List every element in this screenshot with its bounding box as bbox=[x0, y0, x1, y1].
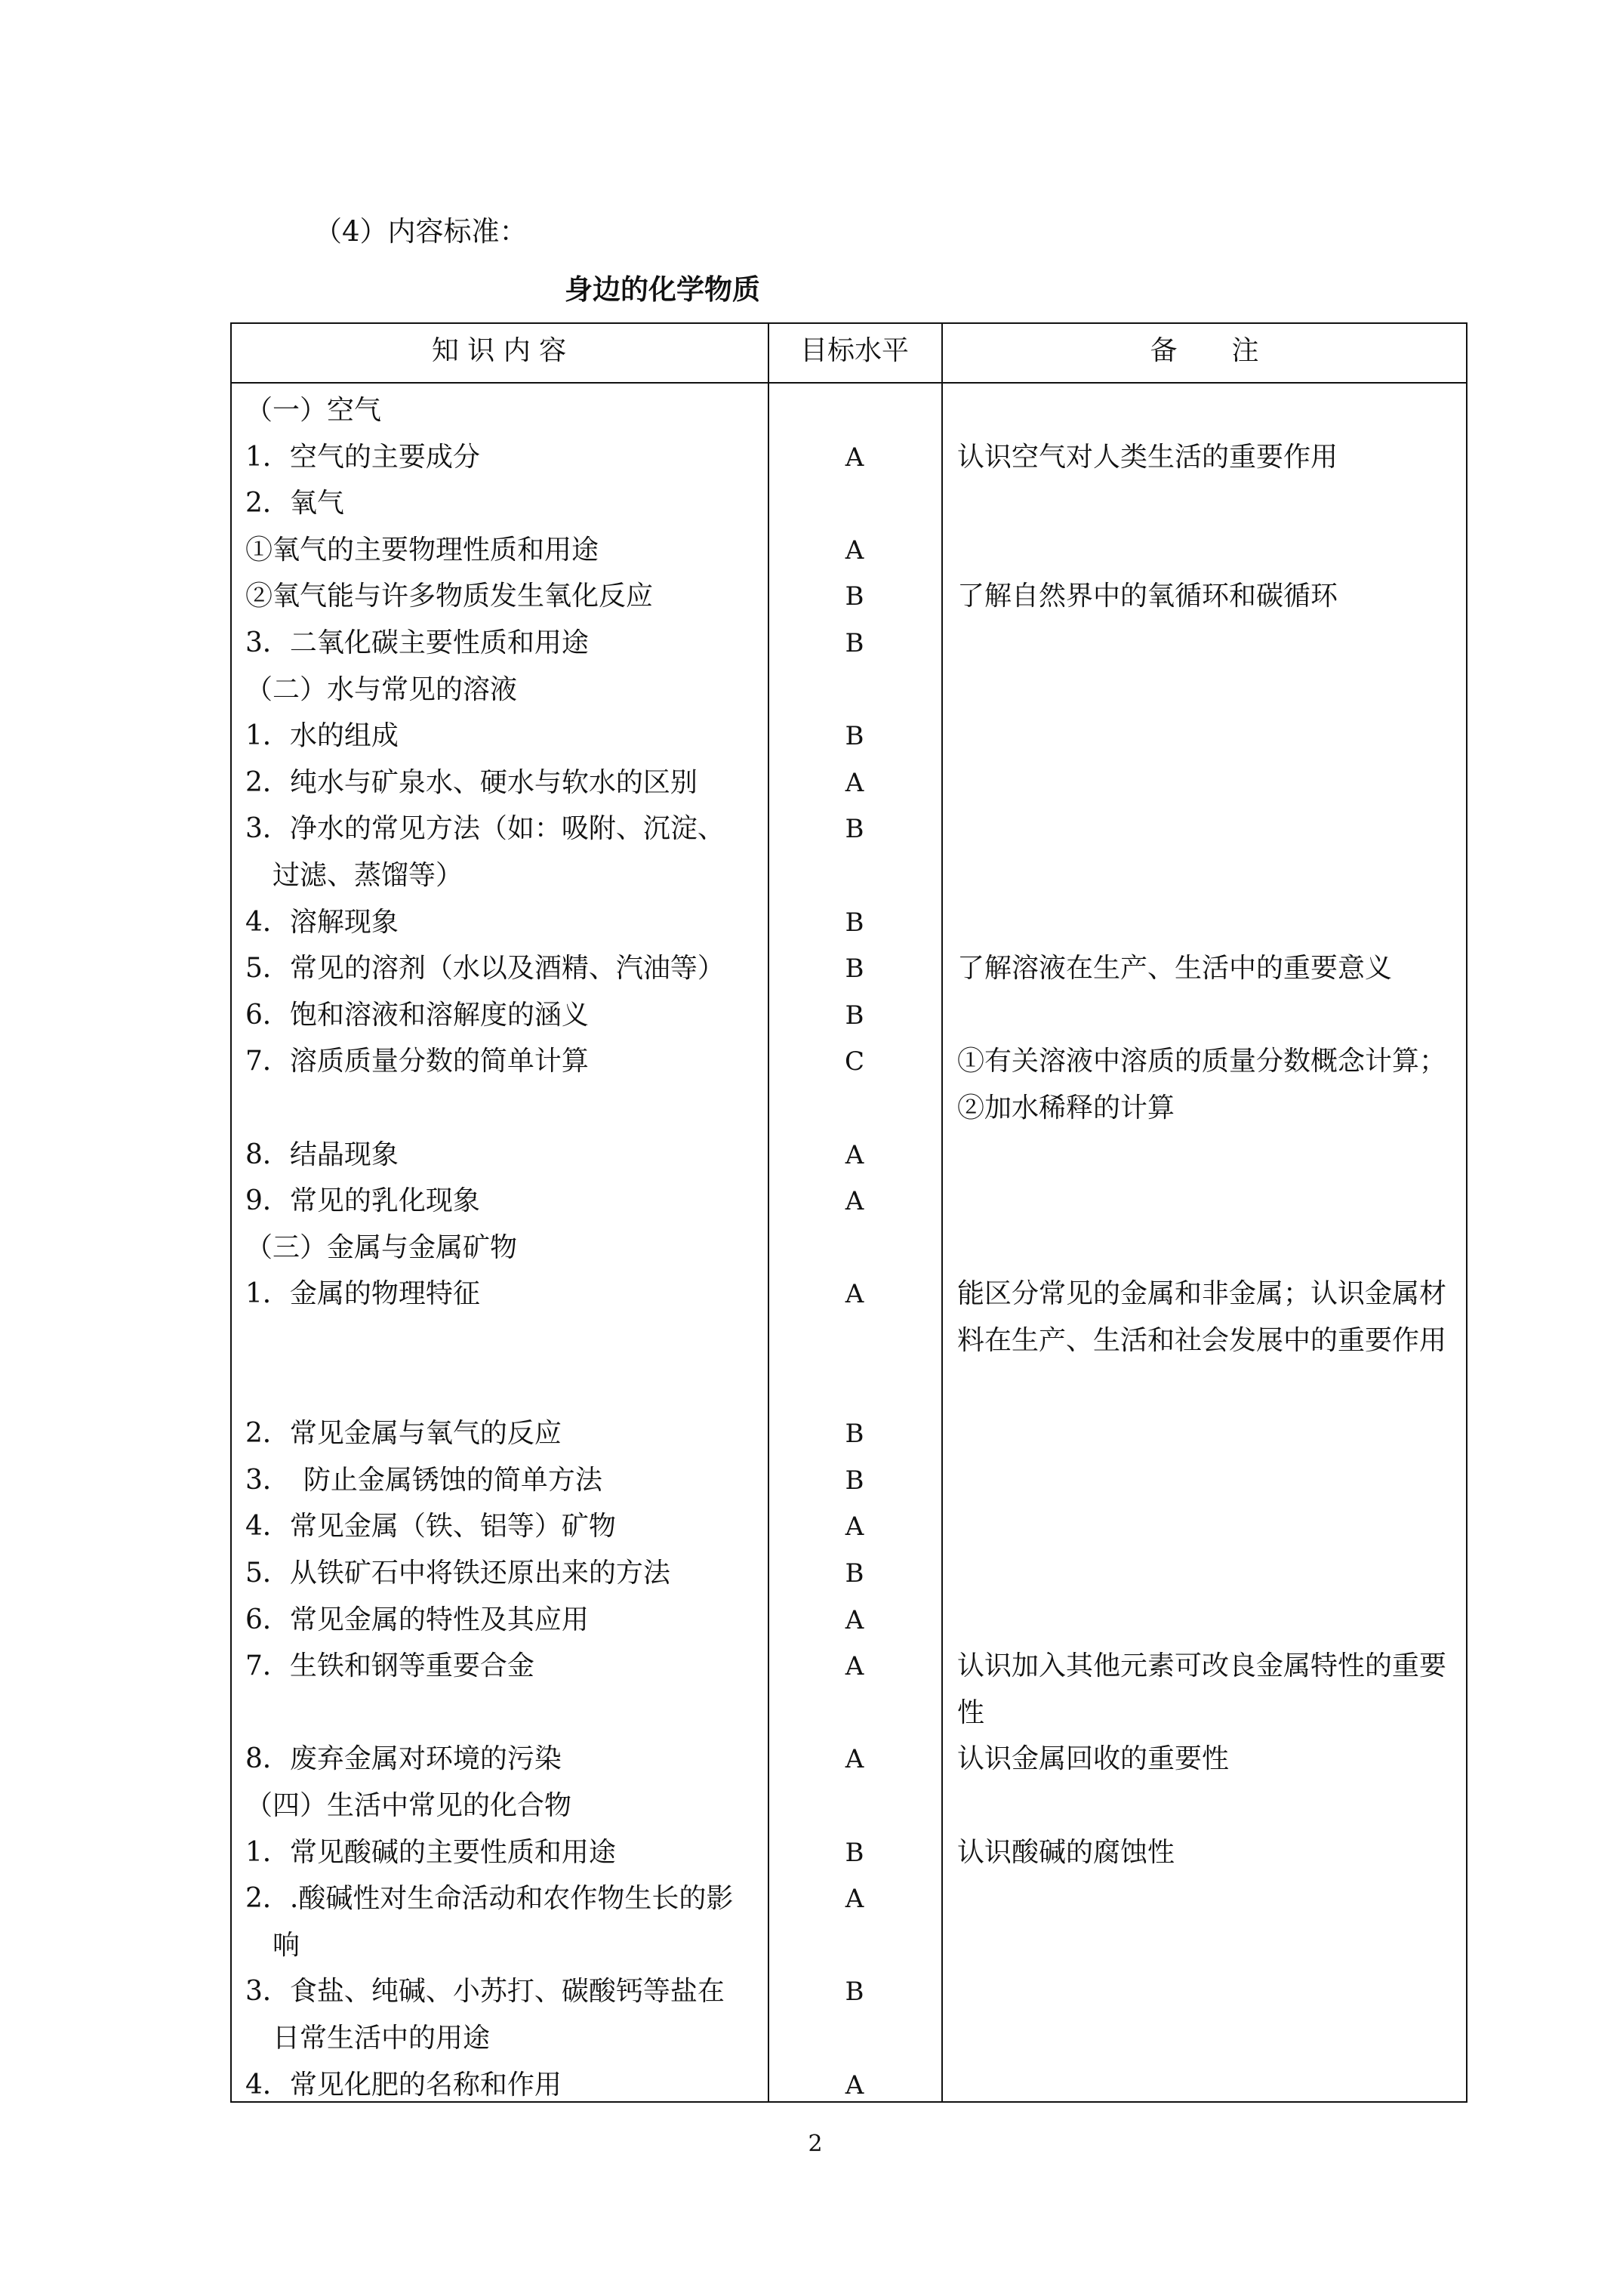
row-content: （二）水与常见的溶液 bbox=[245, 673, 518, 705]
row-level: A bbox=[845, 1604, 864, 1635]
row-content: 响 bbox=[245, 1929, 300, 1961]
row-content: 6．常见金属的特性及其应用 bbox=[245, 1604, 589, 1635]
row-level: B bbox=[845, 1465, 864, 1496]
row-content: 3．净水的常见方法（如：吸附、沉淀、 bbox=[245, 813, 725, 845]
row-level: A bbox=[845, 1651, 864, 1682]
column-divider-2 bbox=[941, 322, 943, 2103]
row-content: ②氧气能与许多物质发生氧化反应 bbox=[245, 581, 654, 612]
row-level: C bbox=[844, 1046, 864, 1077]
row-content: ①氧气的主要物理性质和用途 bbox=[245, 534, 599, 566]
row-level: B bbox=[845, 581, 864, 612]
row-content: 6．饱和溶液和溶解度的涵义 bbox=[245, 999, 589, 1031]
row-level: A bbox=[845, 1884, 864, 1915]
row-content: 2．纯水与矿泉水、硬水与软水的区别 bbox=[245, 766, 698, 798]
row-content: 1．水的组成 bbox=[245, 720, 399, 752]
row-level: B bbox=[845, 1977, 864, 2008]
row-notes: 了解自然界中的氧循环和碳循环 bbox=[957, 581, 1338, 612]
header-notes: 备 注 bbox=[1150, 335, 1259, 366]
header-content: 知 识 内 容 bbox=[431, 335, 567, 366]
row-content: 1．金属的物理特征 bbox=[245, 1278, 480, 1310]
row-level: A bbox=[845, 1512, 864, 1542]
row-level: B bbox=[845, 954, 864, 985]
row-notes: 认识加入其他元素可改良金属特性的重要性 bbox=[957, 1650, 1447, 1728]
row-level: B bbox=[845, 907, 864, 938]
row-content: 3． 防止金属锈蚀的简单方法 bbox=[245, 1464, 602, 1496]
row-content: 8．结晶现象 bbox=[245, 1139, 399, 1170]
row-content: 8．废弃金属对环境的污染 bbox=[245, 1743, 562, 1775]
header-divider bbox=[230, 382, 1467, 384]
row-notes: 认识金属回收的重要性 bbox=[957, 1743, 1230, 1775]
row-content: 7．溶质质量分数的简单计算 bbox=[245, 1046, 589, 1077]
row-content: 3．二氧化碳主要性质和用途 bbox=[245, 627, 589, 658]
row-notes: 认识酸碱的腐蚀性 bbox=[957, 1836, 1175, 1868]
row-content: （一）空气 bbox=[245, 395, 382, 426]
row-content: 7．生铁和钢等重要合金 bbox=[245, 1650, 534, 1682]
row-content: 2．常见金属与氧气的反应 bbox=[245, 1418, 562, 1450]
row-content: 1．常见酸碱的主要性质和用途 bbox=[245, 1836, 616, 1868]
row-level: A bbox=[845, 1186, 864, 1217]
row-content: 3．食盐、纯碱、小苏打、碳酸钙等盐在 bbox=[245, 1976, 725, 2008]
row-notes: 能区分常见的金属和非金属；认识金属材料在生产、生活和社会发展中的重要作用 bbox=[957, 1278, 1447, 1356]
row-content: 5．常见的溶剂（水以及酒精、汽油等） bbox=[245, 953, 725, 985]
header-level: 目标水平 bbox=[799, 335, 909, 366]
row-content: 5．从铁矿石中将铁还原出来的方法 bbox=[245, 1558, 670, 1589]
row-level: A bbox=[845, 535, 864, 566]
row-content: 2．氧气 bbox=[245, 488, 344, 519]
row-notes: 认识空气对人类生活的重要作用 bbox=[957, 441, 1338, 473]
row-notes: ①有关溶液中溶质的质量分数概念计算；②加水稀释的计算 bbox=[957, 1046, 1447, 1123]
row-content: （三）金属与金属矿物 bbox=[245, 1231, 518, 1263]
row-level: B bbox=[845, 1837, 864, 1868]
row-content: 2．.酸碱性对生命活动和农作物生长的影 bbox=[245, 1883, 734, 1915]
row-level: B bbox=[845, 814, 864, 845]
row-level: A bbox=[845, 1744, 864, 1775]
row-content: 9．常见的乳化现象 bbox=[245, 1185, 480, 1217]
row-content: （四）生活中常见的化合物 bbox=[245, 1790, 572, 1821]
row-level: A bbox=[845, 442, 864, 473]
row-content: 4．常见金属（铁、铝等）矿物 bbox=[245, 1511, 616, 1542]
row-content: 过滤、蒸馏等） bbox=[245, 860, 463, 891]
column-divider-1 bbox=[768, 322, 769, 2103]
row-level: B bbox=[845, 721, 864, 752]
row-content: 日常生活中的用途 bbox=[245, 2023, 491, 2054]
row-level: B bbox=[845, 1000, 864, 1031]
row-content: 4．溶解现象 bbox=[245, 906, 399, 938]
row-level: B bbox=[845, 1419, 864, 1450]
row-level: A bbox=[845, 2069, 864, 2100]
row-level: A bbox=[845, 767, 864, 798]
row-level: B bbox=[845, 628, 864, 658]
row-content: 1．空气的主要成分 bbox=[245, 441, 480, 473]
row-level: A bbox=[845, 1279, 864, 1310]
table-title: 身边的化学物质 bbox=[565, 273, 760, 306]
row-notes: 了解溶液在生产、生活中的重要意义 bbox=[957, 953, 1393, 985]
section-heading: （4）内容标准： bbox=[314, 215, 528, 248]
row-level: A bbox=[845, 1139, 864, 1170]
row-content: 4．常见化肥的名称和作用 bbox=[245, 2069, 562, 2100]
row-level: B bbox=[845, 1558, 864, 1589]
page-number: 2 bbox=[808, 2131, 823, 2157]
